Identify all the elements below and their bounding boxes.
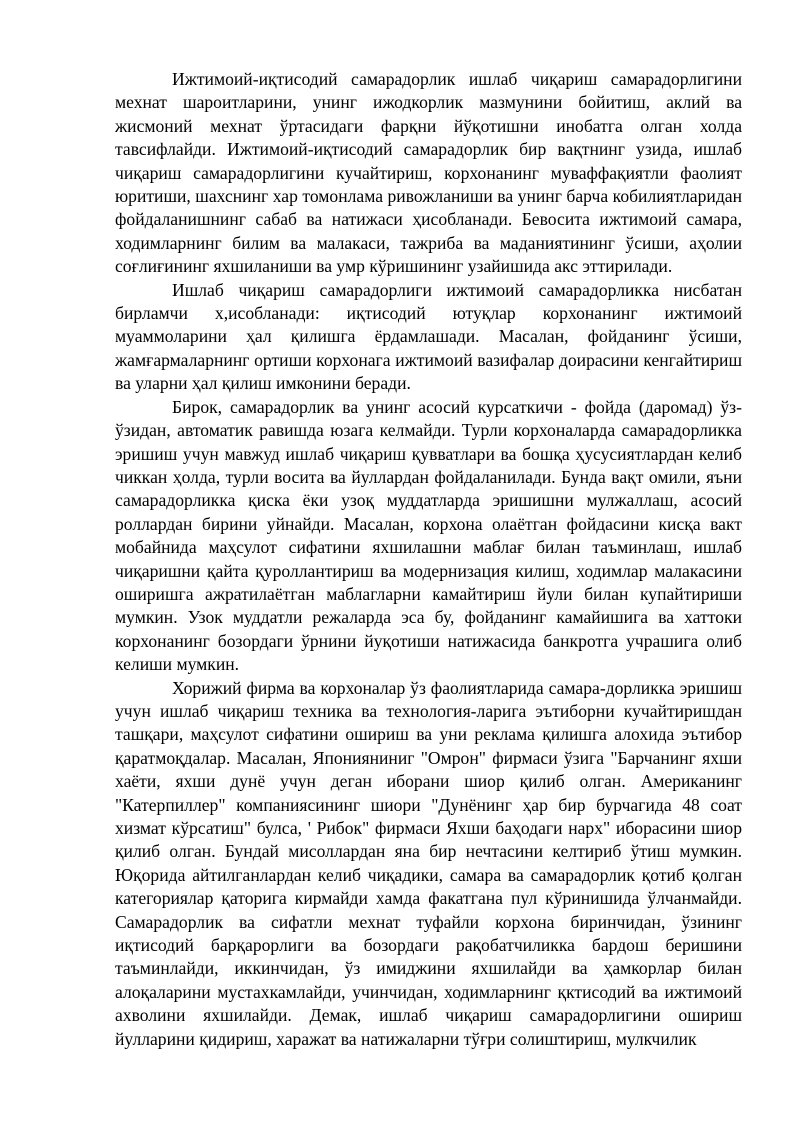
paragraph-2: Ишлаб чиқариш самарадорлиги ижтимоий самарадорликка нисбатан бирламчи х,исобланади: иқтисодий ютуқлар корхонанинг ижтимоий муаммоларини ҳал қилишга ёрдамлашади. Масалан, фойданинг ўсиши, жамғармаларнинг ортиши корхонага ижтимоий вазифалар доирасини кенгайтириш ва уларни ҳал қилиш имконини беради. <box>115 279 742 394</box>
document-page <box>115 68 742 1051</box>
paragraph-1: Ижтимоий-иқтисодий самарадорлик ишлаб чиқариш самарадорлигини мехнат шароитларини, унинг ижодкорлик мазмунини бойитиш, аклий ва жисмоний мехнат ўртасидаги фарқни йўқотишни инобатга олган холда тавсифлайди. Ижтимоий-иқтисодий самарадорлик бир вақтнинг узида, ишлаб чиқариш самарадорлигини кучайтириш, корхонанинг муваффақиятли фаолият юритиши, шахснинг хар томонлама ривожланиши ва унинг барча кобилиятларидан фойдаланишнинг сабаб ва натижаси ҳисобланади. Бевосита ижтимоий самара, ходимларнинг билим ва малакаси, тажриба ва маданиятининг ўсиши, аҳолии соғлиғининг яхшиланиши ва умр кўришининг узайишида акс эттирилади. <box>115 69 742 277</box>
paragraph-3: Бирок, самарадорлик ва унинг асосий курсаткичи - фойда (даромад) ўз-ўзидан, автоматик равишда юзага келмайди. Турли корхоналарда самарадорликка эришиш учун мавжуд ишлаб чиқариш қувватлари ва бошқа ҳусусиятлардан келиб чиккан ҳолда, турли восита ва йуллардан фойдаланилади. Бунда вақт омили, яъни самарадорликка қиска ёки узоқ муддатларда эришишни мулжаллаш, асосий роллардан бирини уйнайди. Масалан, корхона олаётган фойдасини кисқа вакт мобайнида маҳсулот сифатини яхшилашни маблағ билан таъминлаш, ишлаб чиқаришни қайта қуроллантириш ва модернизация килиш, ходимлар малакасини оширишга ажратилаётган маблагларни камайтириш йули билан купайтириши мумкин. Узок муддатли режаларда эса бу, фойданинг камайишига ва хаттоки корхонанинг бозордаги ўрнини йуқотиши натижасида банкротга учрашига олиб келиши мумкин. <box>115 396 742 675</box>
paragraph-4: Хорижий фирма ва корхоналар ўз фаолиятларида самара-дорликка эришиш учун ишлаб чиқариш техника ва технология-ларига эътиборни кучайтиришдан ташқари, маҳсулот сифатини ошириш ва уни реклама қилишга алохида эътибор қаратмоқдалар. Масалан, Японияниниг "Омрон" фирмаси ўзига "Барчанинг яхши хаёти, яхши дунё учун деган иборани шиор қилиб олган. Американинг "Катерпиллер" компаниясининг шиори "Дунёнинг ҳар бир бурчагида 48 соат хизмат кўрсатиш" булса, ' Рибок" фирмаси Яхши баҳодаги нарх" иборасини шиор қилиб олган. Бундай мисоллардан яна бир нечтасини келтириб ўтиш мумкин. Юқорида айтилганлардан келиб чиқадики, самара ва самарадорлик қотиб қолган категориялар қаторига кирмайди хамда факатгана пул кўринишида ўлчанмайди. Самарадорлик ва сифатли мехнат туфайли корхона биринчидан, ўзининг иқтисодий барқарорлиги ва бозордаги рақобатчиликка бардош беришини таъминлайди, иккинчидан, ўз имиджини яхшилайди ва ҳамкорлар билан алоқаларини мустахкамлайди, учинчидан, ходимларнинг қктисодий ва ижтимоий ахволини яхшилайди. Демак, ишлаб чиқариш самарадорлигини ошириш йулларини қидириш, харажат ва натижаларни тўғри солиштириш, мулкчилик <box>115 677 742 1049</box>
